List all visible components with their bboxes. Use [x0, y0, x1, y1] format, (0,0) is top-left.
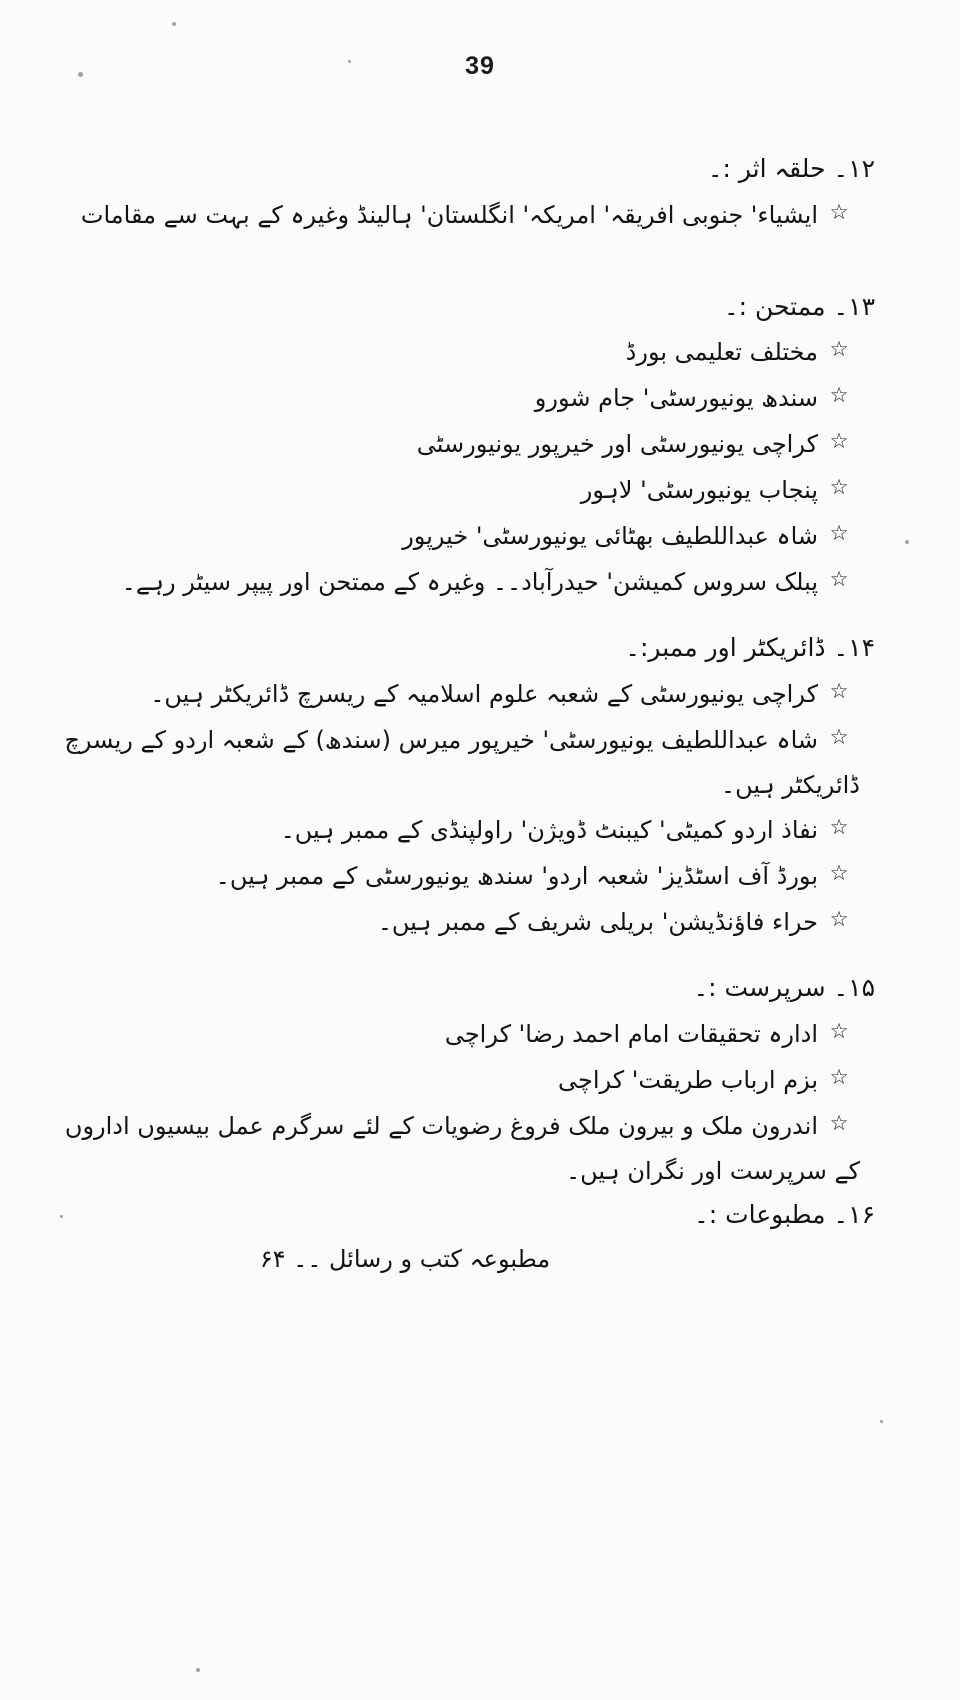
star-icon: ☆	[829, 1110, 849, 1135]
list-item	[40, 673, 860, 715]
section-heading: ۱۴۔ ڈائریکٹر اور ممبر:۔	[625, 633, 875, 662]
page-number: 39	[465, 52, 495, 80]
list-item	[40, 855, 860, 897]
continuation-line: کے سرپرست اور نگران ہیں۔	[566, 1156, 860, 1185]
list-item	[40, 1105, 860, 1147]
list-item	[40, 901, 860, 943]
list-item-text: کراچی یونیورسٹی کے شعبہ علوم اسلامیہ کے ریسرچ ڈائریکٹر ہیں۔	[150, 679, 818, 708]
star-icon: ☆	[829, 337, 849, 361]
star-icon: ☆	[829, 907, 849, 932]
section-heading: ۱۳۔ ممتحن :۔	[723, 291, 875, 321]
star-icon: ☆	[829, 429, 849, 453]
star-icon: ☆	[829, 567, 849, 591]
list-item-text: ایشیاء' جنوبی افریقہ' امریکہ' انگلستان' ہالینڈ وغیرہ کے بہت سے مقامات	[80, 200, 818, 229]
list-item-text: اندرون ملک و بیرون ملک فروغ رضویات کے لئے سرگرم عمل بیسیوں اداروں	[64, 1111, 818, 1140]
star-icon: ☆	[829, 521, 849, 545]
list-item-text: شاہ عبداللطیف بھٹائی یونیورسٹی' خیرپور	[402, 522, 818, 550]
section-heading: ۱۵۔ سرپرست :۔	[693, 973, 875, 1003]
list-item	[40, 1059, 860, 1101]
star-icon: ☆	[829, 1018, 849, 1043]
list-item-text: سندھ یونیورسٹی' جام شورو	[534, 384, 818, 412]
section-heading: ۱۶۔ مطبوعات :۔	[694, 1199, 875, 1229]
list-item	[40, 1013, 860, 1055]
list-item	[40, 331, 860, 373]
list-item	[40, 423, 860, 465]
document-body	[40, 150, 920, 1280]
list-item	[40, 194, 860, 236]
list-item	[40, 561, 860, 603]
list-item-text: کراچی یونیورسٹی اور خیرپور یونیورسٹی	[416, 430, 818, 458]
star-icon: ☆	[829, 199, 849, 224]
list-item-text: بورڈ آف اسٹڈیز' شعبہ اردو' سندھ یونیورسٹی کے ممبر ہیں۔	[215, 862, 818, 891]
list-item-text: شاہ عبداللطیف یونیورسٹی' خیرپور میرس (سندھ) کے شعبہ اردو کے ریسرچ	[64, 725, 818, 754]
star-icon: ☆	[829, 383, 849, 407]
list-item-text: پنجاب یونیورسٹی' لاہور	[580, 476, 818, 504]
star-icon: ☆	[829, 475, 849, 499]
star-icon: ☆	[829, 678, 849, 703]
star-icon: ☆	[829, 1064, 849, 1089]
list-item	[40, 469, 860, 511]
list-item-text: بزم ارباب طریقت' کراچی	[557, 1065, 818, 1094]
list-item	[40, 809, 860, 851]
scan-speckle	[196, 1668, 200, 1672]
continuation-line: ڈائریکٹر ہیں۔	[721, 770, 860, 799]
list-item-text: مختلف تعلیمی بورڈ	[625, 338, 818, 366]
star-icon: ☆	[829, 861, 849, 886]
scan-speckle	[172, 22, 176, 26]
final-line: مطبوعہ کتب و رسائل ۔۔ ۶۴	[259, 1245, 551, 1274]
list-item-text: ادارہ تحقیقات امام احمد رضا' کراچی	[444, 1019, 818, 1048]
list-item-text: حراء فاؤنڈیشن' بریلی شریف کے ممبر ہیں۔	[377, 908, 818, 937]
list-item	[40, 377, 860, 419]
scan-speckle	[880, 1420, 883, 1423]
list-item-text: پبلک سروس کمیشن' حیدرآباد۔۔ وغیرہ کے ممتحن اور پیپر سیٹر رہے۔	[121, 568, 818, 596]
list-item	[40, 515, 860, 557]
star-icon: ☆	[829, 815, 849, 840]
list-item-text: نفاذ اردو کمیٹی' کیبنٹ ڈویژن' راولپنڈی کے ممبر ہیں۔	[280, 816, 818, 845]
section-heading: ۱۲۔ حلقہ اثر :۔	[707, 154, 875, 183]
list-item	[40, 719, 860, 761]
star-icon: ☆	[829, 724, 849, 749]
